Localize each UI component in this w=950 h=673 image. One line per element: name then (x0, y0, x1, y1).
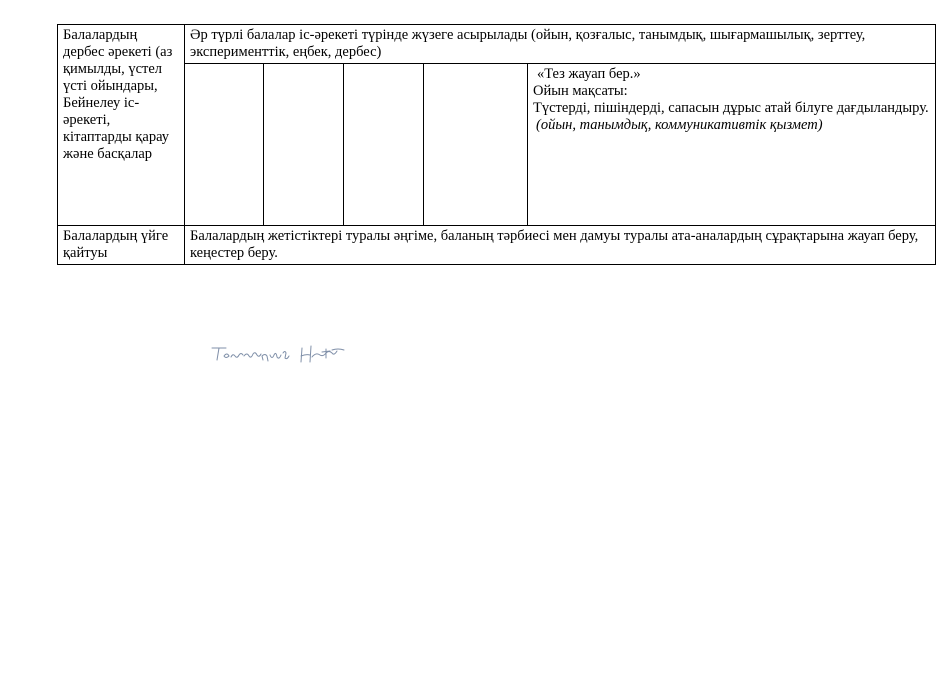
empty-day-cell (185, 64, 264, 226)
schedule-table (57, 24, 936, 265)
empty-day-cell (424, 64, 528, 226)
table-row-independent-activity-header (58, 25, 936, 64)
signature-image (208, 338, 358, 370)
table-row-days (58, 64, 936, 226)
game-goal-text: Түстерді, пішіндерді, сапасын дұрыс атай білуге дағдыландыру. (533, 100, 929, 116)
empty-day-cell (264, 64, 344, 226)
empty-day-cell (344, 64, 424, 226)
going-home-text: Балалардың жетістіктері туралы әңгіме, баланың тәрбиесі мен дамуы туралы ата-аналардың сұрақтарына жауап беру, кеңестер беру. (185, 226, 936, 265)
row-label-independent-activity: Балалардың дербес әрекеті (аз қимылды, үстел үсті ойындары, Бейнелеу іс-әрекеті, кітаптарды қарау және басқалар (58, 25, 185, 226)
game-activity-type: (ойын, танымдық, коммуникативтік қызмет) (536, 117, 823, 133)
game-description-cell (528, 64, 936, 226)
handwritten-signature-icon (208, 338, 358, 370)
row-label-going-home: Балалардың үйге қайтуы (58, 226, 185, 265)
activity-types-cell: Әр түрлі балалар іс-әрекеті түрінде жүзеге асырылады (ойын, қозғалыс, танымдық, шығармашылық, зерттеу, эксперименттік, еңбек, дербес) (185, 25, 936, 64)
game-goal-label: Ойын мақсаты: (533, 83, 628, 99)
game-title: «Тез жауап бер.» (537, 66, 641, 82)
table-row-going-home (58, 226, 936, 265)
